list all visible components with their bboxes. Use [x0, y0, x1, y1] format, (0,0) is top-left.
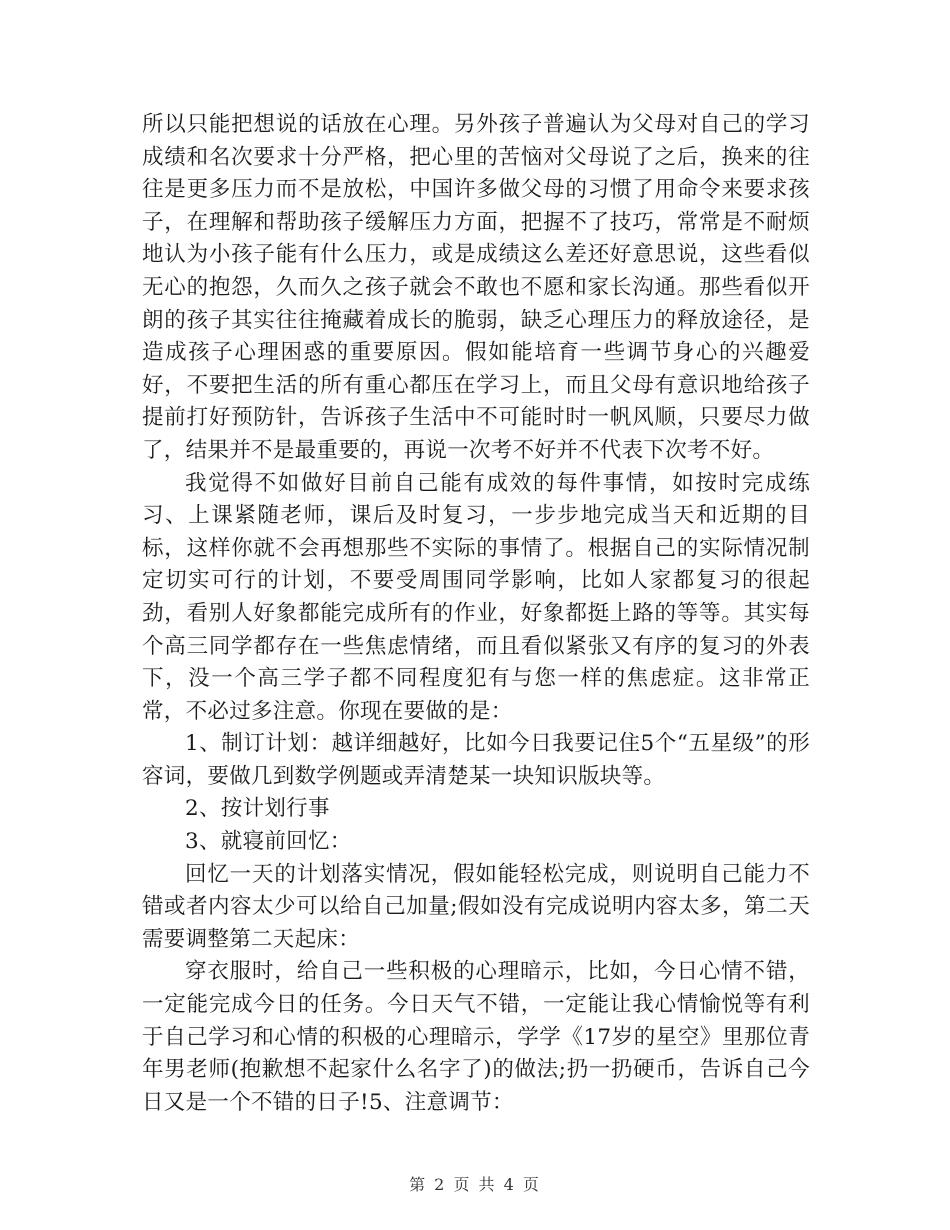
- paragraph-5: 3、就寝前回忆：: [185, 829, 352, 855]
- document-body: [142, 109, 810, 1119]
- page-number-footer: 第 2 页 共 4 页: [409, 1175, 541, 1194]
- paragraph-6: 回忆一天的计划落实情况，假如能轻松完成，则说明自己能力不错或者内容太少可以给自己加量;假如没有完成说明内容太多，第二天需要调整第二天起床：: [142, 861, 810, 952]
- paragraph-7: 穿衣服时，给自己一些积极的心理暗示，比如，今日心情不错，一定能完成今日的任务。今日天气不错，一定能让我心情愉悦等有利于自己学习和心情的积极的心理暗示，学学《17岁的星空》里那位青年男老师(抱歉想不起家什么名字了)的做法;扔一扔硬币，告诉自己今日又是一个不错的日子!5、注意调节：: [142, 959, 810, 1115]
- paragraph-1: 所以只能把想说的话放在心理。另外孩子普遍认为父母对自己的学习成绩和名次要求十分严格，把心里的苦恼对父母说了之后，换来的往往是更多压力而不是放松，中国许多做父母的习惯了用命令来要求孩子，在理解和帮助孩子缓解压力方面，把握不了技巧，常常是不耐烦地认为小孩子能有什么压力，或是成绩这么差还好意思说，这些看似无心的抱怨，久而久之孩子就会不敢也不愿和家长沟通。那些看似开朗的孩子其实往往掩藏着成长的脆弱，缺乏心理压力的释放途径，是造成孩子心理困惑的重要原因。假如能培育一些调节身心的兴趣爱好，不要把生活的所有重心都压在学习上，而且父母有意识地给孩子提前打好预防针，告诉孩子生活中不可能时时一帆风顺，只要尽力做了，结果并不是最重要的，再说一次考不好并不代表下次考不好。: [142, 112, 810, 463]
- paragraph-3: 1、制订计划：越详细越好，比如今日我要记住5个“五星级”的形容词，要做几到数学例题或弄清楚某一块知识版块等。: [142, 731, 810, 789]
- paragraph-2: 我觉得不如做好目前自己能有成效的每件事情，如按时完成练习、上课紧随老师，课后及时复习，一步步地完成当天和近期的目标，这样你就不会再想那些不实际的事情了。根据自己的实际情况制定切实可行的计划，不要受周围同学影响，比如人家都复习的很起劲，看别人好象都能完成所有的作业，好象都挺上路的等等。其实每个高三同学都存在一些焦虑情绪，而且看似紧张又有序的复习的外表下，没一个高三学子都不同程度犯有与您一样的焦虑症。这非常正常，不必过多注意。你现在要做的是：: [142, 470, 810, 724]
- paragraph-4: 2、按计划行事: [185, 796, 330, 822]
